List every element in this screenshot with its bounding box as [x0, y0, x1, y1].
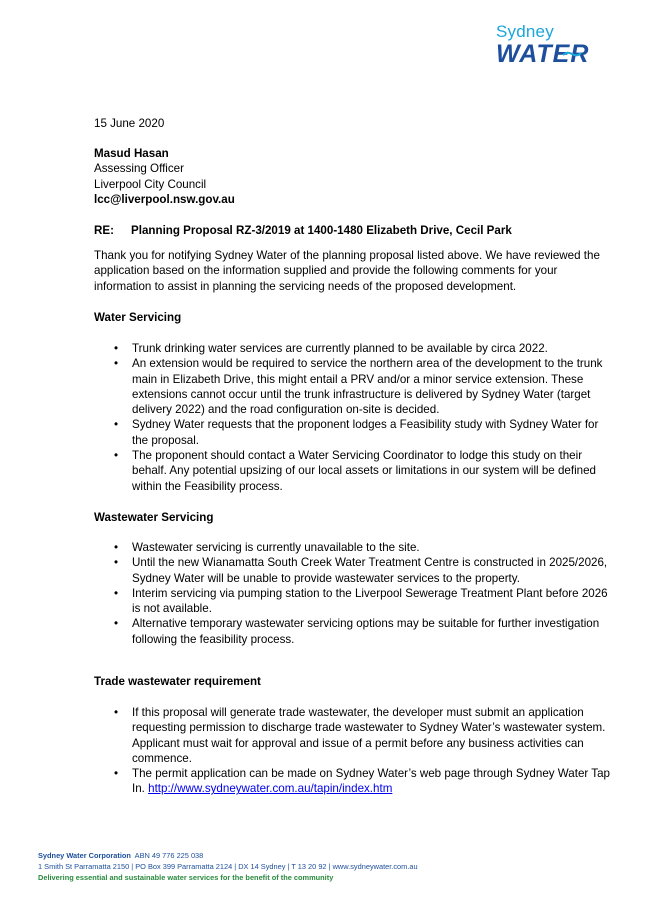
- subject-line: [94, 223, 614, 238]
- recipient-email: lcc@liverpool.nsw.gov.au: [94, 192, 235, 206]
- tap-in-link[interactable]: http://www.sydneywater.com.au/tapin/index.htm: [148, 782, 393, 796]
- list-item: [94, 766, 614, 797]
- logo-line-2: WATER: [496, 40, 590, 68]
- section-heading-trade: Trade wastewater requirement: [94, 675, 261, 688]
- section-heading-water: Water Servicing: [94, 311, 182, 324]
- intro-paragraph: Thank you for notifying Sydney Water of the planning proposal listed above. We have reviewed the application based on the information supplied and provide the following comments for your information to assist in planning the servicing needs of the proposed development.: [94, 249, 600, 293]
- re-subject: Planning Proposal RZ-3/2019 at 1400-1480 Elizabeth Drive, Cecil Park: [131, 224, 512, 237]
- recipient-block: [94, 146, 614, 207]
- water-bullets: [94, 341, 614, 494]
- footer-abn: ABN 49 776 225 038: [134, 851, 204, 860]
- logo-wave-icon: [562, 50, 582, 58]
- list-item: • The proponent should contact a Water Servicing Coordinator to lodge this study on their behalf. Any potential upsizing of our local assets or limitations in our system will be defined within the Feasibility process.: [94, 448, 614, 494]
- letter-date: 15 June 2020: [94, 117, 165, 130]
- footer-org: Sydney Water Corporation: [38, 851, 131, 860]
- footer-tagline: Delivering essential and sustainable water services for the benefit of the community: [38, 873, 334, 882]
- re-label: RE:: [94, 224, 114, 237]
- list-item: • Interim servicing via pumping station to the Liverpool Sewerage Treatment Plant before 2026 is not available.: [94, 586, 614, 617]
- sydney-water-logo: [496, 22, 616, 70]
- letter-footer: [38, 850, 598, 883]
- list-item: • If this proposal will generate trade wastewater, the developer must submit an application requesting permission to discharge trade wastewater to Sydney Water’s wastewater system. Applicant must wait for approval and issue of a permit before any business activities can commence.: [94, 705, 614, 766]
- list-item: • Wastewater servicing is currently unavailable to the site.: [94, 540, 614, 555]
- footer-line-1: [38, 850, 598, 861]
- recipient-organisation: Liverpool City Council: [94, 177, 207, 191]
- list-item: • Trunk drinking water services are currently planned to be available by circa 2022.: [94, 341, 614, 356]
- footer-address: 1 Smith St Parramatta 2150 | PO Box 399 Parramatta 2124 | DX 14 Sydney | T 13 20 92 | www.sydneywater.com.au: [38, 862, 418, 871]
- trade-bullets: [94, 705, 614, 797]
- list-item: • Sydney Water requests that the proponent lodges a Feasibility study with Sydney Water for the proposal.: [94, 417, 614, 448]
- recipient-title: Assessing Officer: [94, 162, 184, 176]
- wastewater-bullets: [94, 540, 614, 647]
- list-item: • Until the new Wianamatta South Creek Water Treatment Centre is constructed in 2025/2026, Sydney Water will be unable to provide wastewater services to the property.: [94, 555, 614, 586]
- recipient-name: Masud Hasan: [94, 147, 169, 160]
- list-item: • Alternative temporary wastewater servicing options may be suitable for further investigation following the feasibility process.: [94, 616, 614, 647]
- list-item: • An extension would be required to service the northern area of the development to the trunk main in Elizabeth Drive, this might entail a PRV and/or a minor service extension. These extensions cannot occur until the trunk infrastructure is delivered by Sydney Water (target delivery 2022) and the road configuration on-site is decided.: [94, 356, 614, 417]
- tap-in-text: The permit application can be made on Sydney Water’s web page through Sydney Water Tap In.: [132, 767, 610, 796]
- section-heading-wastewater: Wastewater Servicing: [94, 511, 214, 524]
- logo-line-1: Sydney: [496, 22, 554, 41]
